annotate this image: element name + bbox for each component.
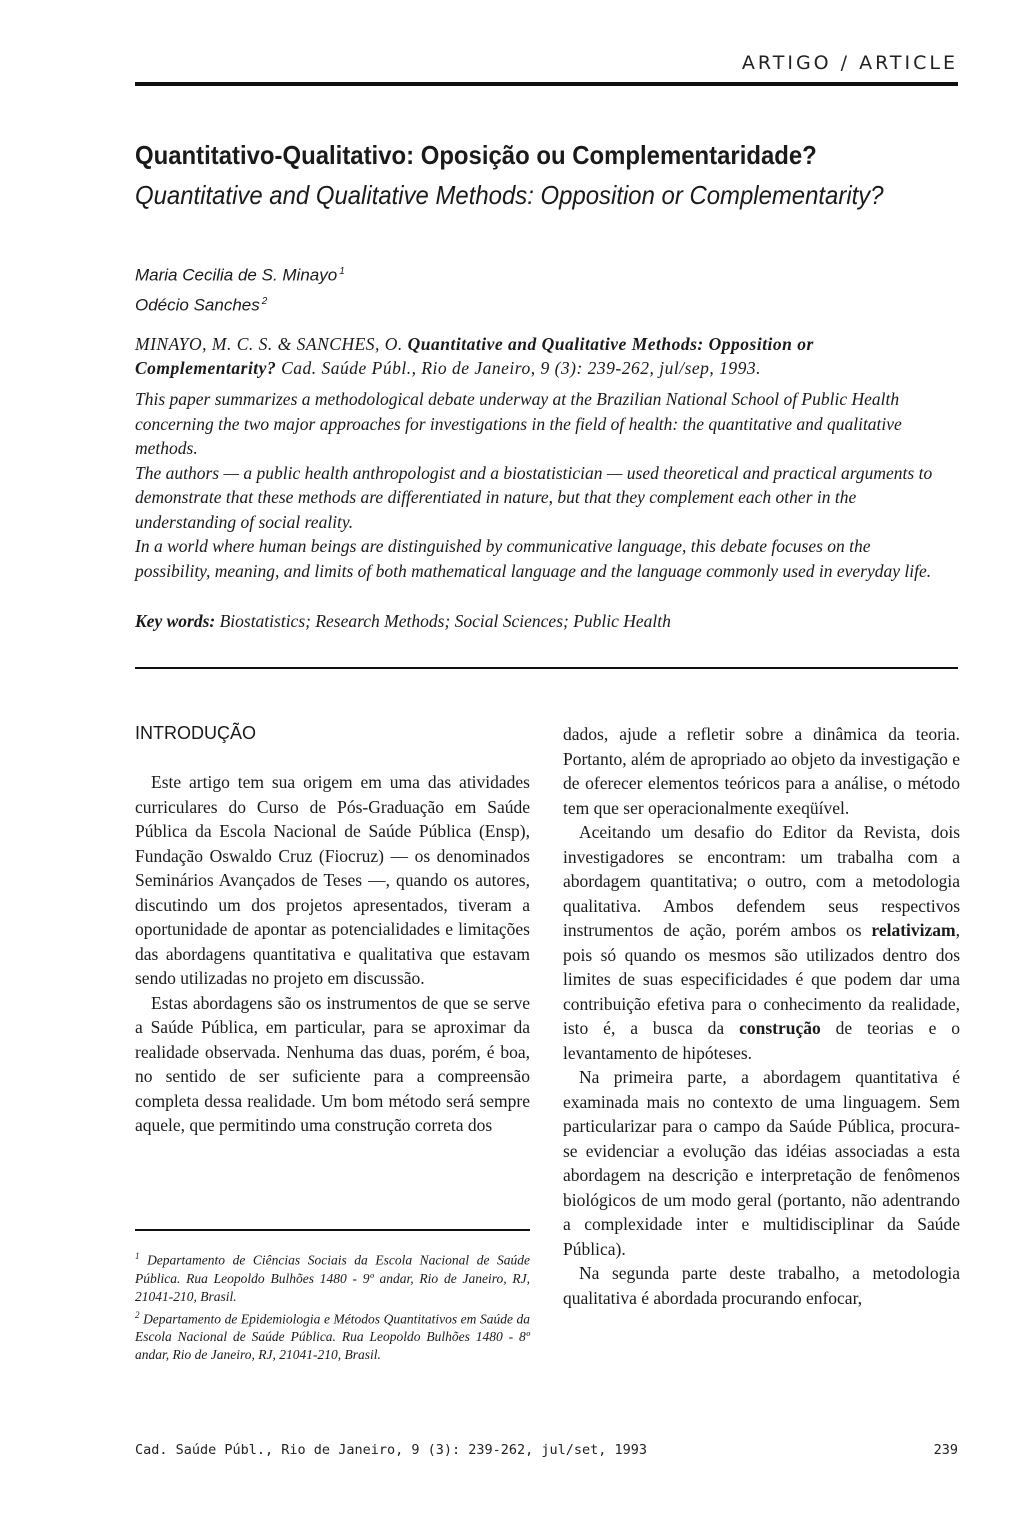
- journal-footer: Cad. Saúde Públ., Rio de Janeiro, 9 (3): 239-262, jul/set, 1993: [135, 1442, 648, 1458]
- author-2: [135, 289, 345, 319]
- citation-source: Cad. Saúde Públ., Rio de Janeiro, 9 (3): 239-262, jul/sep, 1993.: [281, 358, 762, 378]
- paragraph-text: , pois só quando os mesmos são utilizados dentro dos limites de suas especificidades é que podem dar uma contribuição efetiva para o conhecimento da realidade, isto é, a busca da: [563, 920, 960, 1038]
- paragraph-text: de teorias e o levantamento de hipóteses.: [563, 1018, 960, 1063]
- page-number: 239: [933, 1442, 958, 1458]
- footnote-1: [135, 1247, 530, 1306]
- body-column-left: [135, 770, 530, 1138]
- citation: [135, 332, 940, 380]
- footnote-2: [135, 1306, 530, 1365]
- body-paragraph: Na primeira parte, a abordagem quantitativa é examinada mais no contexto de uma linguagem. Sem particularizar para o campo da Saúde Pública, procura-se evidenciar a evolução das idéias associadas a esta abordagem na descrição e interpretação de fenômenos biológicos de um modo geral (portanto, não adentrando a complexidade inter e multidisciplinar da Saúde Pública).: [563, 1067, 960, 1259]
- footnote-mark: 1: [135, 1251, 140, 1261]
- paragraph-text: Aceitando um desafio do Editor da Revista, dois investigadores se encontram: um trabalha com a abordagem quantitativa; o outro, com a metodologia qualitativa. Ambos defendem seus respectivos instrumentos de ação, porém ambos os: [563, 822, 960, 940]
- author-note-mark: 2: [261, 295, 268, 307]
- author-note-mark: 1: [339, 266, 345, 277]
- citation-title: Quantitative and Qualitative Methods: Opposition or Complementarity?: [135, 334, 814, 378]
- footnote-rule: [135, 1229, 530, 1231]
- author-name: Odécio Sanches: [135, 295, 260, 315]
- emphasis-term: construção: [739, 1018, 821, 1038]
- abstract-paragraph: The authors — a public health anthropologist and a biostatistician — used theoretical and practical arguments to demonstrate that these methods are differentiated in nature, but that they complement each other in the understanding of social reality.: [135, 462, 933, 532]
- footnote-text: Departamento de Ciências Sociais da Escola Nacional de Saúde Pública. Rua Leopoldo Bulhões 1480 - 9º andar, Rio de Janeiro, RJ, 21041-210, Brasil.: [135, 1252, 530, 1304]
- footnotes: [135, 1247, 530, 1364]
- body-paragraph: [563, 820, 960, 1065]
- keywords: [135, 609, 940, 633]
- abstract-paragraph: In a world where human beings are distinguished by communicative language, this debate focuses on the possibility, meaning, and limits of both mathematical language and the language commonly used in everyday life.: [135, 536, 932, 581]
- author-list: [135, 259, 345, 318]
- citation-authors: MINAYO, M. C. S. & SANCHES, O.: [135, 334, 403, 354]
- body-paragraph: dados, ajude a refletir sobre a dinâmica da teoria. Portanto, além de apropriado ao objeto da investigação e de oferecer elementos teóricos para a análise, o método tem que ser operacionalmente exeqüível.: [563, 724, 961, 818]
- abstract: [135, 387, 940, 583]
- abstract-divider: [135, 667, 958, 669]
- section-heading: INTRODUÇÃO: [135, 723, 256, 743]
- body-column-right: [563, 722, 960, 1310]
- keywords-text: Biostatistics; Research Methods; Social Sciences; Public Health: [219, 611, 671, 631]
- body-paragraph: Este artigo tem sua origem em uma das atividades curriculares do Curso de Pós-Graduação em Saúde Pública da Escola Nacional de Saúde Pública (Ensp), Fundação Oswaldo Cruz (Fiocruz) — os denominados Seminários Avançados de Teses —, quando os autores, discutindo um dos projetos apresentados, tiveram a oportunidade de apontar as potencialidades e limitações das abordagens quantitativa e qualitativa que estavam sendo utilizadas no projeto em discussão.: [135, 772, 530, 988]
- body-paragraph: Estas abordagens são os instrumentos de que se serve a Saúde Pública, em particular, para se aproximar da realidade observada. Nenhuma das duas, porém, é boa, no sentido de ser suficiente para a compreensão completa dessa realidade. Um bom método será sempre aquele, que permitindo uma construção correta dos: [135, 992, 530, 1135]
- author-name: Maria Cecilia de S. Minayo: [135, 265, 338, 285]
- keywords-label: Key words:: [135, 611, 216, 631]
- title-english: Quantitative and Qualitative Methods: Opposition or Complementarity?: [135, 180, 884, 210]
- emphasis-term: relativizam: [871, 920, 956, 940]
- author-1: [135, 259, 345, 289]
- footnote-text: Departamento de Epidemiologia e Métodos Quantitativos em Saúde da Escola Nacional de Saúde Pública. Rua Leopoldo Bulhões 1480 - 8º andar, Rio de Janeiro, RJ, 21041-210, Brasil.: [135, 1311, 530, 1362]
- section-label: ARTIGO / ARTICLE: [741, 52, 958, 74]
- title-portuguese: Quantitativo-Qualitativo: Oposição ou Complementaridade?: [135, 140, 817, 170]
- header-rule: [135, 82, 958, 86]
- abstract-paragraph: This paper summarizes a methodological debate underway at the Brazilian National School of Public Health concerning the two major approaches for investigations in the field of health: the quantitative and qualitative methods.: [135, 389, 902, 458]
- body-paragraph: Na segunda parte deste trabalho, a metodologia qualitativa é abordada procurando enfocar,: [563, 1263, 960, 1308]
- footnote-mark: 2: [135, 1309, 140, 1320]
